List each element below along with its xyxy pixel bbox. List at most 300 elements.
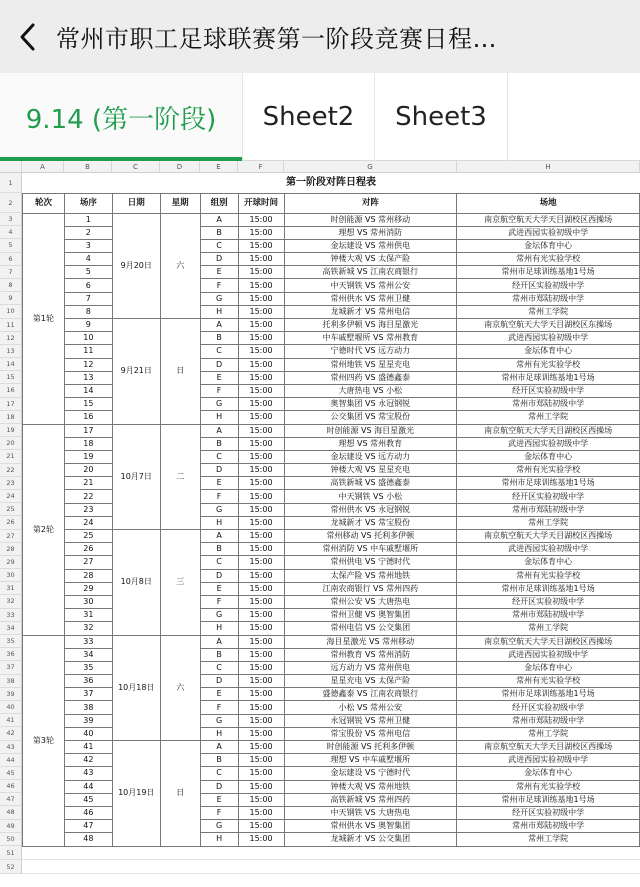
group-cell[interactable]: H	[200, 516, 238, 529]
row-number[interactable]: 12	[0, 332, 21, 345]
weekday-cell[interactable]: 日	[160, 319, 200, 425]
row-number[interactable]: 37	[0, 661, 21, 674]
venue-cell[interactable]: 常州市足球训练基地1号场	[457, 266, 640, 279]
row-number[interactable]: 21	[0, 450, 21, 463]
row-number[interactable]: 39	[0, 688, 21, 701]
match-number[interactable]: 30	[64, 595, 112, 608]
kickoff-time[interactable]: 15:00	[238, 780, 284, 793]
weekday-cell[interactable]: 二	[160, 424, 200, 530]
match-number[interactable]: 9	[64, 319, 112, 332]
matchup-cell[interactable]: 钟楼大观 VS 太保产险	[284, 253, 457, 266]
matchup-cell[interactable]: 中天钢铁 VS 大唐热电	[284, 806, 457, 819]
match-number[interactable]: 20	[64, 464, 112, 477]
date-cell[interactable]: 10月7日	[112, 424, 160, 530]
match-number[interactable]: 36	[64, 675, 112, 688]
kickoff-time[interactable]: 15:00	[238, 398, 284, 411]
matchup-cell[interactable]: 高铁新城 VS 常州四药	[284, 793, 457, 806]
group-cell[interactable]: E	[200, 371, 238, 384]
row-number[interactable]: 18	[0, 411, 21, 424]
column-title[interactable]: 组别	[200, 193, 238, 213]
match-number[interactable]: 39	[64, 714, 112, 727]
matchup-cell[interactable]: 高铁新城 VS 江南农商银行	[284, 266, 457, 279]
date-cell[interactable]: 9月21日	[112, 319, 160, 425]
matchup-cell[interactable]: 小松 VS 常州公安	[284, 701, 457, 714]
kickoff-time[interactable]: 15:00	[238, 701, 284, 714]
match-number[interactable]: 15	[64, 398, 112, 411]
group-cell[interactable]: H	[200, 727, 238, 740]
venue-cell[interactable]: 常州市足球训练基地1号场	[457, 582, 640, 595]
matchup-cell[interactable]: 常州教育 VS 常州消防	[284, 648, 457, 661]
venue-cell[interactable]: 常州有光实验学校	[457, 253, 640, 266]
tab-extra[interactable]	[508, 73, 640, 161]
kickoff-time[interactable]: 15:00	[238, 490, 284, 503]
date-cell[interactable]: 9月20日	[112, 213, 160, 319]
group-cell[interactable]: C	[200, 767, 238, 780]
group-cell[interactable]: C	[200, 345, 238, 358]
group-cell[interactable]: F	[200, 806, 238, 819]
matchup-cell[interactable]: 大唐热电 VS 小松	[284, 384, 457, 397]
venue-cell[interactable]: 南京航空航天大学天目湖校区东操场	[457, 319, 640, 332]
kickoff-time[interactable]: 15:00	[238, 833, 284, 846]
row-number[interactable]: 11	[0, 319, 21, 332]
match-number[interactable]: 35	[64, 661, 112, 674]
venue-cell[interactable]: 南京航空航天大学天目湖校区西操场	[457, 635, 640, 648]
kickoff-time[interactable]: 15:00	[238, 820, 284, 833]
match-number[interactable]: 2	[64, 226, 112, 239]
group-cell[interactable]: H	[200, 622, 238, 635]
venue-cell[interactable]: 常州工学院	[457, 411, 640, 424]
matchup-cell[interactable]: 中天钢铁 VS 小松	[284, 490, 457, 503]
venue-cell[interactable]: 常州有光实验学校	[457, 569, 640, 582]
kickoff-time[interactable]: 15:00	[238, 661, 284, 674]
column-header[interactable]: D	[160, 161, 200, 172]
venue-cell[interactable]: 常州工学院	[457, 833, 640, 846]
matchup-cell[interactable]: 公交集团 VS 常宝股份	[284, 411, 457, 424]
group-cell[interactable]: E	[200, 793, 238, 806]
row-number[interactable]: 44	[0, 754, 21, 767]
round-cell[interactable]: 第1轮	[23, 213, 65, 424]
venue-cell[interactable]: 常州市足球训练基地1号场	[457, 793, 640, 806]
venue-cell[interactable]: 金坛体育中心	[457, 450, 640, 463]
venue-cell[interactable]: 武进西园实验初级中学	[457, 543, 640, 556]
group-cell[interactable]: A	[200, 424, 238, 437]
column-header[interactable]: G	[284, 161, 457, 172]
kickoff-time[interactable]: 15:00	[238, 754, 284, 767]
kickoff-time[interactable]: 15:00	[238, 437, 284, 450]
kickoff-time[interactable]: 15:00	[238, 556, 284, 569]
kickoff-time[interactable]: 15:00	[238, 266, 284, 279]
group-cell[interactable]: F	[200, 490, 238, 503]
match-number[interactable]: 8	[64, 305, 112, 318]
round-cell[interactable]: 第2轮	[23, 424, 65, 635]
row-number[interactable]: 47	[0, 793, 21, 806]
tab-first-stage[interactable]: 9.14 (第一阶段)	[0, 73, 243, 161]
matchup-cell[interactable]: 理想 VS 中车戚墅堰所	[284, 754, 457, 767]
date-cell[interactable]: 10月18日	[112, 635, 160, 741]
kickoff-time[interactable]: 15:00	[238, 595, 284, 608]
group-cell[interactable]: B	[200, 332, 238, 345]
row-number[interactable]: 19	[0, 424, 21, 437]
venue-cell[interactable]: 武进西园实验初级中学	[457, 754, 640, 767]
group-cell[interactable]: A	[200, 741, 238, 754]
row-number[interactable]: 3	[0, 213, 21, 226]
matchup-cell[interactable]: 盛德鑫泰 VS 江南农商银行	[284, 688, 457, 701]
matchup-cell[interactable]: 太保产险 VS 常州地铁	[284, 569, 457, 582]
match-number[interactable]: 22	[64, 490, 112, 503]
matchup-cell[interactable]: 时创能源 VS 常州移动	[284, 213, 457, 226]
match-number[interactable]: 7	[64, 292, 112, 305]
venue-cell[interactable]: 金坛体育中心	[457, 556, 640, 569]
group-cell[interactable]: B	[200, 754, 238, 767]
column-title[interactable]: 场地	[457, 193, 640, 213]
kickoff-time[interactable]: 15:00	[238, 239, 284, 252]
column-header[interactable]: C	[112, 161, 160, 172]
venue-cell[interactable]: 金坛体育中心	[457, 661, 640, 674]
column-header[interactable]: E	[200, 161, 238, 172]
venue-cell[interactable]: 常州市郑陆初级中学	[457, 398, 640, 411]
group-cell[interactable]: A	[200, 635, 238, 648]
match-number[interactable]: 31	[64, 609, 112, 622]
venue-cell[interactable]: 武进西园实验初级中学	[457, 648, 640, 661]
kickoff-time[interactable]: 15:00	[238, 292, 284, 305]
match-number[interactable]: 26	[64, 543, 112, 556]
kickoff-time[interactable]: 15:00	[238, 516, 284, 529]
row-number[interactable]: 36	[0, 648, 21, 661]
row-number[interactable]: 31	[0, 582, 21, 595]
row-number[interactable]: 6	[0, 253, 21, 266]
venue-cell[interactable]: 常州市足球训练基地1号场	[457, 688, 640, 701]
row-number[interactable]: 42	[0, 727, 21, 740]
match-number[interactable]: 14	[64, 384, 112, 397]
matchup-cell[interactable]: 中车戚墅堰所 VS 常州教育	[284, 332, 457, 345]
row-number[interactable]: 5	[0, 239, 21, 252]
kickoff-time[interactable]: 15:00	[238, 635, 284, 648]
matchup-cell[interactable]: 常州地铁 VS 星星充电	[284, 358, 457, 371]
group-cell[interactable]: E	[200, 582, 238, 595]
match-number[interactable]: 10	[64, 332, 112, 345]
kickoff-time[interactable]: 15:00	[238, 424, 284, 437]
row-number[interactable]: 52	[0, 860, 21, 874]
match-number[interactable]: 23	[64, 503, 112, 516]
group-cell[interactable]: F	[200, 279, 238, 292]
date-cell[interactable]: 10月8日	[112, 530, 160, 636]
matchup-cell[interactable]: 常州四药 VS 盛德鑫泰	[284, 371, 457, 384]
group-cell[interactable]: B	[200, 543, 238, 556]
column-header[interactable]: A	[22, 161, 64, 172]
weekday-cell[interactable]: 三	[160, 530, 200, 636]
kickoff-time[interactable]: 15:00	[238, 727, 284, 740]
matchup-cell[interactable]: 奥智集团 VS 永冠钢锐	[284, 398, 457, 411]
venue-cell[interactable]: 武进西园实验初级中学	[457, 226, 640, 239]
matchup-cell[interactable]: 高铁新城 VS 盛德鑫泰	[284, 477, 457, 490]
kickoff-time[interactable]: 15:00	[238, 345, 284, 358]
group-cell[interactable]: D	[200, 675, 238, 688]
column-title[interactable]: 对阵	[284, 193, 457, 213]
venue-cell[interactable]: 常州工学院	[457, 516, 640, 529]
matchup-cell[interactable]: 远方动力 VS 常州供电	[284, 661, 457, 674]
column-header[interactable]: B	[64, 161, 112, 172]
row-number[interactable]: 51	[0, 846, 21, 860]
kickoff-time[interactable]: 15:00	[238, 332, 284, 345]
row-number[interactable]: 29	[0, 556, 21, 569]
matchup-cell[interactable]: 钟楼大观 VS 星星充电	[284, 464, 457, 477]
kickoff-time[interactable]: 15:00	[238, 305, 284, 318]
matchup-cell[interactable]: 永冠钢锐 VS 常州卫健	[284, 714, 457, 727]
matchup-cell[interactable]: 龙城新才 VS 常州电信	[284, 305, 457, 318]
venue-cell[interactable]: 常州工学院	[457, 622, 640, 635]
row-number[interactable]: 32	[0, 595, 21, 608]
row-number[interactable]: 14	[0, 358, 21, 371]
matchup-cell[interactable]: 中天钢铁 VS 常州公安	[284, 279, 457, 292]
venue-cell[interactable]: 经开区实验初级中学	[457, 279, 640, 292]
venue-cell[interactable]: 常州市郑陆初级中学	[457, 292, 640, 305]
group-cell[interactable]: H	[200, 833, 238, 846]
back-button[interactable]	[0, 0, 56, 73]
row-number[interactable]: 35	[0, 635, 21, 648]
kickoff-time[interactable]: 15:00	[238, 530, 284, 543]
kickoff-time[interactable]: 15:00	[238, 675, 284, 688]
column-header[interactable]: H	[457, 161, 640, 172]
weekday-cell[interactable]: 六	[160, 213, 200, 319]
kickoff-time[interactable]: 15:00	[238, 648, 284, 661]
match-number[interactable]: 25	[64, 530, 112, 543]
matchup-cell[interactable]: 常州卫健 VS 奥智集团	[284, 609, 457, 622]
venue-cell[interactable]: 常州市郑陆初级中学	[457, 503, 640, 516]
venue-cell[interactable]: 常州市足球训练基地1号场	[457, 477, 640, 490]
row-number[interactable]: 22	[0, 464, 21, 477]
kickoff-time[interactable]: 15:00	[238, 319, 284, 332]
matchup-cell[interactable]: 宁德时代 VS 远方动力	[284, 345, 457, 358]
match-number[interactable]: 6	[64, 279, 112, 292]
match-number[interactable]: 28	[64, 569, 112, 582]
kickoff-time[interactable]: 15:00	[238, 358, 284, 371]
group-cell[interactable]: B	[200, 648, 238, 661]
kickoff-time[interactable]: 15:00	[238, 450, 284, 463]
match-number[interactable]: 45	[64, 793, 112, 806]
match-number[interactable]: 33	[64, 635, 112, 648]
matchup-cell[interactable]: 钟楼大观 VS 常州地铁	[284, 780, 457, 793]
venue-cell[interactable]: 经开区实验初级中学	[457, 806, 640, 819]
round-cell[interactable]: 第3轮	[23, 635, 65, 846]
match-number[interactable]: 11	[64, 345, 112, 358]
kickoff-time[interactable]: 15:00	[238, 622, 284, 635]
venue-cell[interactable]: 经开区实验初级中学	[457, 701, 640, 714]
match-number[interactable]: 19	[64, 450, 112, 463]
matchup-cell[interactable]: 常州供水 VS 永冠钢锐	[284, 503, 457, 516]
row-number[interactable]: 4	[0, 226, 21, 239]
venue-cell[interactable]: 南京航空航天大学天目湖校区西操场	[457, 213, 640, 226]
row-number[interactable]: 46	[0, 780, 21, 793]
group-cell[interactable]: C	[200, 450, 238, 463]
group-cell[interactable]: G	[200, 609, 238, 622]
matchup-cell[interactable]: 金坛建设 VS 宁德时代	[284, 767, 457, 780]
venue-cell[interactable]: 常州工学院	[457, 305, 640, 318]
group-cell[interactable]: A	[200, 530, 238, 543]
kickoff-time[interactable]: 15:00	[238, 806, 284, 819]
kickoff-time[interactable]: 15:00	[238, 253, 284, 266]
match-number[interactable]: 40	[64, 727, 112, 740]
group-cell[interactable]: C	[200, 556, 238, 569]
row-number[interactable]: 13	[0, 345, 21, 358]
group-cell[interactable]: F	[200, 384, 238, 397]
matchup-cell[interactable]: 常宝股份 VS 常州电信	[284, 727, 457, 740]
matchup-cell[interactable]: 常州供水 VS 常州卫健	[284, 292, 457, 305]
match-number[interactable]: 4	[64, 253, 112, 266]
matchup-cell[interactable]: 常州消防 VS 中车戚墅堰所	[284, 543, 457, 556]
venue-cell[interactable]: 常州有光实验学校	[457, 780, 640, 793]
match-number[interactable]: 18	[64, 437, 112, 450]
matchup-cell[interactable]: 海目星激光 VS 常州移动	[284, 635, 457, 648]
corner-cell[interactable]	[0, 161, 22, 172]
row-number[interactable]: 50	[0, 833, 21, 846]
row-number[interactable]: 7	[0, 266, 21, 279]
match-number[interactable]: 21	[64, 477, 112, 490]
matchup-cell[interactable]: 常州供电 VS 宁德时代	[284, 556, 457, 569]
group-cell[interactable]: C	[200, 661, 238, 674]
group-cell[interactable]: E	[200, 266, 238, 279]
venue-cell[interactable]: 常州有光实验学校	[457, 464, 640, 477]
venue-cell[interactable]: 武进西园实验初级中学	[457, 437, 640, 450]
match-number[interactable]: 13	[64, 371, 112, 384]
venue-cell[interactable]: 金坛体育中心	[457, 767, 640, 780]
match-number[interactable]: 27	[64, 556, 112, 569]
row-number[interactable]: 43	[0, 741, 21, 754]
kickoff-time[interactable]: 15:00	[238, 279, 284, 292]
kickoff-time[interactable]: 15:00	[238, 582, 284, 595]
matchup-cell[interactable]: 金坛建设 VS 远方动力	[284, 450, 457, 463]
venue-cell[interactable]: 常州市足球训练基地1号场	[457, 371, 640, 384]
kickoff-time[interactable]: 15:00	[238, 226, 284, 239]
group-cell[interactable]: A	[200, 319, 238, 332]
matchup-cell[interactable]: 江南农商银行 VS 常州四药	[284, 582, 457, 595]
group-cell[interactable]: D	[200, 358, 238, 371]
matchup-cell[interactable]: 常州移动 VS 托利多伊顿	[284, 530, 457, 543]
group-cell[interactable]: G	[200, 292, 238, 305]
kickoff-time[interactable]: 15:00	[238, 503, 284, 516]
venue-cell[interactable]: 金坛体育中心	[457, 345, 640, 358]
group-cell[interactable]: E	[200, 477, 238, 490]
matchup-cell[interactable]: 常州供水 VS 奥智集团	[284, 820, 457, 833]
column-title[interactable]: 日期	[112, 193, 160, 213]
matchup-cell[interactable]: 龙城新才 VS 公交集团	[284, 833, 457, 846]
row-number[interactable]: 49	[0, 820, 21, 833]
matchup-cell[interactable]: 理想 VS 常州消防	[284, 226, 457, 239]
spreadsheet[interactable]	[0, 161, 640, 887]
kickoff-time[interactable]: 15:00	[238, 609, 284, 622]
tab-sheet3[interactable]: Sheet3	[375, 73, 508, 161]
matchup-cell[interactable]: 时创能源 VS 海目星激光	[284, 424, 457, 437]
match-number[interactable]: 24	[64, 516, 112, 529]
match-number[interactable]: 44	[64, 780, 112, 793]
group-cell[interactable]: G	[200, 714, 238, 727]
matchup-cell[interactable]: 常州电信 VS 公交集团	[284, 622, 457, 635]
matchup-cell[interactable]: 常州公安 VS 大唐热电	[284, 595, 457, 608]
venue-cell[interactable]: 经开区实验初级中学	[457, 384, 640, 397]
column-title[interactable]: 轮次	[23, 193, 65, 213]
kickoff-time[interactable]: 15:00	[238, 767, 284, 780]
match-number[interactable]: 5	[64, 266, 112, 279]
venue-cell[interactable]: 南京航空航天大学天目湖校区西操场	[457, 530, 640, 543]
matchup-cell[interactable]: 星星充电 VS 太保产险	[284, 675, 457, 688]
column-title[interactable]: 场序	[64, 193, 112, 213]
match-number[interactable]: 41	[64, 741, 112, 754]
match-number[interactable]: 16	[64, 411, 112, 424]
match-number[interactable]: 46	[64, 806, 112, 819]
match-number[interactable]: 37	[64, 688, 112, 701]
venue-cell[interactable]: 金坛体育中心	[457, 239, 640, 252]
venue-cell[interactable]: 经开区实验初级中学	[457, 490, 640, 503]
kickoff-time[interactable]: 15:00	[238, 411, 284, 424]
row-number[interactable]: 16	[0, 384, 21, 397]
kickoff-time[interactable]: 15:00	[238, 714, 284, 727]
row-number[interactable]: 27	[0, 530, 21, 543]
row-number[interactable]: 8	[0, 279, 21, 292]
row-number[interactable]: 24	[0, 490, 21, 503]
empty-row[interactable]	[22, 846, 640, 860]
row-number[interactable]: 48	[0, 806, 21, 819]
row-number[interactable]: 17	[0, 398, 21, 411]
tab-sheet2[interactable]: Sheet2	[243, 73, 375, 161]
weekday-cell[interactable]: 六	[160, 635, 200, 741]
group-cell[interactable]: D	[200, 464, 238, 477]
match-number[interactable]: 32	[64, 622, 112, 635]
row-number[interactable]: 28	[0, 543, 21, 556]
venue-cell[interactable]: 常州工学院	[457, 727, 640, 740]
group-cell[interactable]: D	[200, 253, 238, 266]
group-cell[interactable]: G	[200, 820, 238, 833]
matchup-cell[interactable]: 托利多伊顿 VS 海目星激光	[284, 319, 457, 332]
match-number[interactable]: 38	[64, 701, 112, 714]
row-number[interactable]: 40	[0, 701, 21, 714]
column-title[interactable]: 星期	[160, 193, 200, 213]
venue-cell[interactable]: 常州有光实验学校	[457, 675, 640, 688]
group-cell[interactable]: G	[200, 398, 238, 411]
venue-cell[interactable]: 常州市郑陆初级中学	[457, 820, 640, 833]
venue-cell[interactable]: 武进西园实验初级中学	[457, 332, 640, 345]
group-cell[interactable]: A	[200, 213, 238, 226]
venue-cell[interactable]: 南京航空航天大学天目湖校区西操场	[457, 424, 640, 437]
match-number[interactable]: 17	[64, 424, 112, 437]
row-number[interactable]: 41	[0, 714, 21, 727]
kickoff-time[interactable]: 15:00	[238, 741, 284, 754]
venue-cell[interactable]: 常州市郑陆初级中学	[457, 609, 640, 622]
empty-row[interactable]	[22, 860, 640, 874]
group-cell[interactable]: D	[200, 569, 238, 582]
match-number[interactable]: 29	[64, 582, 112, 595]
sheet-title[interactable]: 第一阶段对阵日程表	[23, 173, 640, 193]
row-number[interactable]: 23	[0, 477, 21, 490]
row-number[interactable]: 45	[0, 767, 21, 780]
group-cell[interactable]: D	[200, 780, 238, 793]
group-cell[interactable]: H	[200, 305, 238, 318]
venue-cell[interactable]: 南京航空航天大学天目湖校区西操场	[457, 741, 640, 754]
venue-cell[interactable]: 经开区实验初级中学	[457, 595, 640, 608]
venue-cell[interactable]: 常州市郑陆初级中学	[457, 714, 640, 727]
kickoff-time[interactable]: 15:00	[238, 384, 284, 397]
kickoff-time[interactable]: 15:00	[238, 793, 284, 806]
group-cell[interactable]: B	[200, 437, 238, 450]
column-header[interactable]: F	[238, 161, 284, 172]
row-number[interactable]: 30	[0, 569, 21, 582]
match-number[interactable]: 12	[64, 358, 112, 371]
column-title[interactable]: 开球时间	[238, 193, 284, 213]
kickoff-time[interactable]: 15:00	[238, 569, 284, 582]
kickoff-time[interactable]: 15:00	[238, 688, 284, 701]
match-number[interactable]: 34	[64, 648, 112, 661]
matchup-cell[interactable]: 理想 VS 常州教育	[284, 437, 457, 450]
group-cell[interactable]: H	[200, 411, 238, 424]
matchup-cell[interactable]: 时创能源 VS 托利多伊顿	[284, 741, 457, 754]
